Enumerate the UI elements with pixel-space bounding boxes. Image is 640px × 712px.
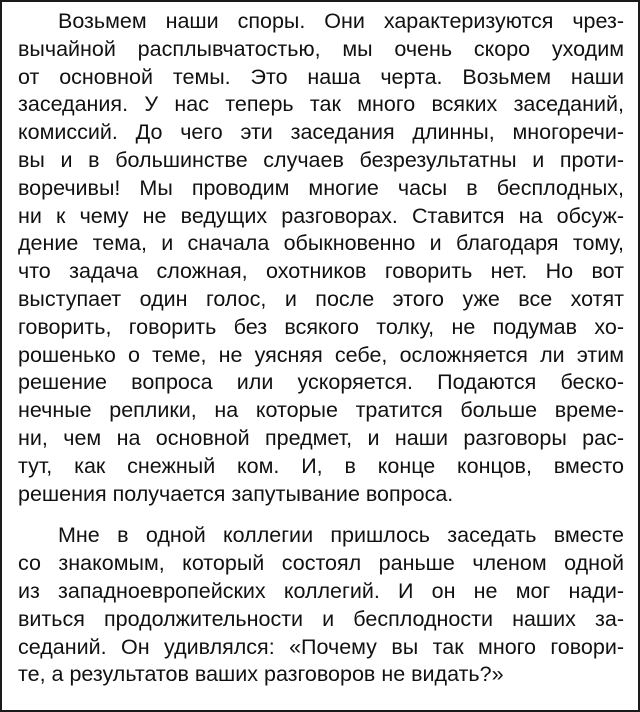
paragraph-2 (18, 522, 624, 689)
text-line: вычайной расплывчатостью, мы очень скоро уходим (18, 36, 624, 61)
text-line: решение вопроса или ускоряется. Подаются беско- (18, 370, 624, 395)
text-line: Возьмем наши споры. Они характеризуются чрез- (58, 9, 624, 33)
text-line: нечные реплики, на которые тратится больше време- (18, 398, 624, 423)
text-line: выступает один голос, и после этого уже все хотят (18, 286, 624, 311)
text-line: решения получается запутывание вопроса. (18, 481, 454, 506)
text-line: дение тема, и сначала обыкновенно и благодаря тому, (18, 231, 624, 256)
text-line: со знакомым, который состоял раньше членом одной (18, 551, 624, 576)
text-line: ни, чем на основной предмет, и наши разговоры рас- (18, 425, 624, 450)
text-line: говорить, говорить без всякого толку, не подумав хо- (18, 314, 624, 339)
text-line: вы и в большинстве случаев безрезультатны и проти- (18, 147, 624, 172)
paragraph-1 (18, 8, 624, 508)
text-line: заседания. У нас теперь так много всяких заседаний, (18, 92, 624, 117)
text-line: воречивы! Мы проводим многие часы в бесплодных, (18, 175, 624, 200)
text-line: что задача сложная, охотников говорить нет. Но вот (18, 259, 624, 284)
text-line: виться продолжительности и бесплодности наших за- (18, 606, 624, 631)
text-line: Мне в одной коллегии пришлось заседать вместе (58, 523, 624, 548)
text-line: те, а результатов ваших разговоров не видать?» (18, 662, 504, 687)
text-line: ни к чему не ведущих разговорах. Ставится на обсуж- (18, 203, 624, 228)
text-line: седаний. Он удивлялся: «Почему вы так много говори- (18, 634, 624, 659)
text-line: тут, как снежный ком. И, в конце концов, вместо (18, 453, 624, 478)
text-line: от основной темы. Это наша черта. Возьмем наши (18, 64, 624, 89)
text-line: из западноевропейских коллегий. И он не мог нади- (18, 578, 624, 603)
text-line: рошенько о теме, не уясняя себе, осложняется ли этим (18, 342, 624, 367)
text-column (18, 8, 624, 689)
text-line: комиссий. До чего эти заседания длинны, многоречи- (18, 120, 624, 145)
